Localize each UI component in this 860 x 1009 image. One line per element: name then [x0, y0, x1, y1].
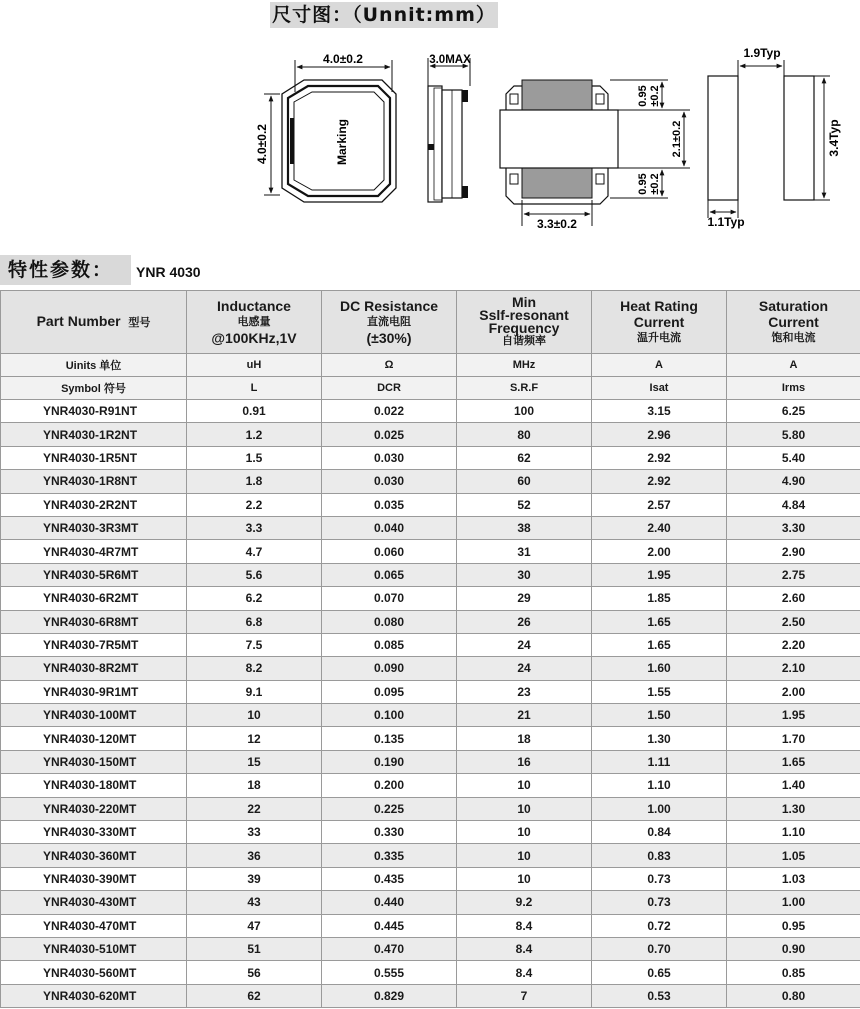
dc-resistance-cell: 0.470	[322, 937, 457, 960]
header-inductance: Inductance 电感量 @100KHz,1V	[187, 291, 322, 354]
table-row	[1, 867, 860, 890]
pad-spacing-dim: 3.3±0.2	[537, 217, 577, 231]
dc-resistance-cell: 0.030	[322, 470, 457, 493]
inductance-cell: 5.6	[187, 563, 322, 586]
heat-current-cell: 0.73	[592, 891, 727, 914]
inductance-cell: 22	[187, 797, 322, 820]
part-number-cell: YNR4030-6R8MT	[1, 610, 187, 633]
table-row	[1, 750, 860, 773]
inductance-cell: 51	[187, 937, 322, 960]
inductance-cell: 12	[187, 727, 322, 750]
srf-cell: 23	[457, 680, 592, 703]
saturation-current-cell: 1.10	[727, 821, 860, 844]
srf-cell: 10	[457, 774, 592, 797]
dc-resistance-cell: 0.060	[322, 540, 457, 563]
bottom-view	[500, 80, 690, 231]
heat-current-cell: 3.15	[592, 400, 727, 423]
part-number-cell: YNR4030-R91NT	[1, 400, 187, 423]
table-row	[1, 680, 860, 703]
inductance-cell: 1.5	[187, 446, 322, 469]
land-pattern	[707, 46, 841, 229]
part-number-cell: YNR4030-560MT	[1, 961, 187, 984]
heat-current-cell: 1.10	[592, 774, 727, 797]
symbol-cell: DCR	[322, 377, 457, 400]
part-number-cell: YNR4030-8R2MT	[1, 657, 187, 680]
dc-resistance-cell: 0.095	[322, 680, 457, 703]
part-number-cell: YNR4030-360MT	[1, 844, 187, 867]
dc-resistance-cell: 0.135	[322, 727, 457, 750]
table-row	[1, 937, 860, 960]
saturation-current-cell: 1.40	[727, 774, 860, 797]
heat-current-cell: 2.40	[592, 516, 727, 539]
dimension-drawings	[0, 0, 860, 245]
table-row	[1, 587, 860, 610]
land-length-dim: 3.4Typ	[827, 119, 841, 157]
part-number-cell: YNR4030-470MT	[1, 914, 187, 937]
saturation-current-cell: 3.30	[727, 516, 860, 539]
saturation-current-cell: 1.70	[727, 727, 860, 750]
part-number-cell: YNR4030-180MT	[1, 774, 187, 797]
dc-resistance-cell: 0.035	[322, 493, 457, 516]
model-name: YNR 4030	[136, 264, 201, 280]
symbol-cell: Irms	[727, 377, 860, 400]
part-number-cell: YNR4030-430MT	[1, 891, 187, 914]
srf-cell: 7	[457, 984, 592, 1007]
inductance-cell: 62	[187, 984, 322, 1007]
spec-table	[0, 290, 860, 1008]
table-row	[1, 844, 860, 867]
part-number-cell: YNR4030-390MT	[1, 867, 187, 890]
dc-resistance-cell: 0.070	[322, 587, 457, 610]
part-number-cell: YNR4030-150MT	[1, 750, 187, 773]
saturation-current-cell: 1.65	[727, 750, 860, 773]
srf-cell: 29	[457, 587, 592, 610]
units-label: Uinits 单位	[1, 354, 187, 377]
inductance-cell: 1.2	[187, 423, 322, 446]
saturation-current-cell: 2.75	[727, 563, 860, 586]
heat-current-cell: 1.60	[592, 657, 727, 680]
dc-resistance-cell: 0.085	[322, 633, 457, 656]
saturation-current-cell: 1.00	[727, 891, 860, 914]
saturation-current-cell: 1.30	[727, 797, 860, 820]
marking-label: Marking	[335, 118, 349, 166]
heat-current-cell: 0.84	[592, 821, 727, 844]
part-number-cell: YNR4030-510MT	[1, 937, 187, 960]
dc-resistance-cell: 0.080	[322, 610, 457, 633]
saturation-current-cell: 4.84	[727, 493, 860, 516]
dc-resistance-cell: 0.440	[322, 891, 457, 914]
table-row	[1, 493, 860, 516]
table-row	[1, 633, 860, 656]
part-number-cell: YNR4030-6R2MT	[1, 587, 187, 610]
dc-resistance-cell: 0.065	[322, 563, 457, 586]
heat-current-cell: 2.92	[592, 446, 727, 469]
unit-cell: A	[727, 354, 860, 377]
srf-cell: 38	[457, 516, 592, 539]
dc-resistance-cell: 0.335	[322, 844, 457, 867]
srf-cell: 62	[457, 446, 592, 469]
header-part-number: Part Number 型号	[1, 291, 187, 354]
srf-cell: 10	[457, 797, 592, 820]
pad-b-tol: ±0.2	[649, 173, 661, 195]
dc-resistance-cell: 0.040	[322, 516, 457, 539]
heat-current-cell: 2.57	[592, 493, 727, 516]
part-number-cell: YNR4030-9R1MT	[1, 680, 187, 703]
inductance-cell: 1.8	[187, 470, 322, 493]
dc-resistance-cell: 0.030	[322, 446, 457, 469]
dc-resistance-cell: 0.100	[322, 704, 457, 727]
table-row	[1, 984, 860, 1007]
inductance-cell: 4.7	[187, 540, 322, 563]
srf-cell: 24	[457, 633, 592, 656]
heat-current-cell: 2.96	[592, 423, 727, 446]
header-saturation: Saturation Current 饱和电流	[727, 291, 860, 354]
dc-resistance-cell: 0.090	[322, 657, 457, 680]
table-row	[1, 914, 860, 937]
table-row	[1, 891, 860, 914]
part-number-cell: YNR4030-3R3MT	[1, 516, 187, 539]
part-number-cell: YNR4030-1R2NT	[1, 423, 187, 446]
inductance-cell: 36	[187, 844, 322, 867]
table-row	[1, 470, 860, 493]
table-row	[1, 704, 860, 727]
unit-cell: A	[592, 354, 727, 377]
table-body	[1, 400, 860, 1008]
saturation-current-cell: 2.90	[727, 540, 860, 563]
heat-current-cell: 1.65	[592, 633, 727, 656]
pad-b-dim: 0.95	[637, 173, 649, 195]
symbol-row	[1, 377, 860, 400]
inductance-cell: 2.2	[187, 493, 322, 516]
table-row	[1, 727, 860, 750]
srf-cell: 16	[457, 750, 592, 773]
inductance-cell: 3.3	[187, 516, 322, 539]
part-number-cell: YNR4030-330MT	[1, 821, 187, 844]
inductance-cell: 6.2	[187, 587, 322, 610]
srf-cell: 80	[457, 423, 592, 446]
saturation-current-cell: 5.80	[727, 423, 860, 446]
saturation-current-cell: 2.50	[727, 610, 860, 633]
srf-cell: 52	[457, 493, 592, 516]
inductance-cell: 10	[187, 704, 322, 727]
inductance-cell: 39	[187, 867, 322, 890]
srf-cell: 31	[457, 540, 592, 563]
srf-cell: 18	[457, 727, 592, 750]
heat-current-cell: 0.73	[592, 867, 727, 890]
inductance-cell: 33	[187, 821, 322, 844]
saturation-current-cell: 5.40	[727, 446, 860, 469]
srf-cell: 10	[457, 844, 592, 867]
heat-current-cell: 1.30	[592, 727, 727, 750]
srf-cell: 8.4	[457, 937, 592, 960]
symbol-cell: L	[187, 377, 322, 400]
srf-cell: 26	[457, 610, 592, 633]
dc-resistance-cell: 0.190	[322, 750, 457, 773]
table-row	[1, 610, 860, 633]
srf-cell: 60	[457, 470, 592, 493]
part-number-cell: YNR4030-4R7MT	[1, 540, 187, 563]
srf-cell: 24	[457, 657, 592, 680]
header-heat-rating: Heat Rating Current 温升电流	[592, 291, 727, 354]
heat-current-cell: 1.50	[592, 704, 727, 727]
table-row	[1, 563, 860, 586]
heat-current-cell: 1.55	[592, 680, 727, 703]
srf-cell: 10	[457, 867, 592, 890]
saturation-current-cell: 1.03	[727, 867, 860, 890]
saturation-current-cell: 4.90	[727, 470, 860, 493]
heat-current-cell: 2.00	[592, 540, 727, 563]
srf-cell: 30	[457, 563, 592, 586]
part-number-cell: YNR4030-120MT	[1, 727, 187, 750]
saturation-current-cell: 0.90	[727, 937, 860, 960]
heat-current-cell: 1.65	[592, 610, 727, 633]
width-dim: 4.0±0.2	[323, 52, 363, 66]
heat-current-cell: 0.65	[592, 961, 727, 984]
table-row	[1, 540, 860, 563]
part-number-cell: YNR4030-100MT	[1, 704, 187, 727]
pad-width-dim: 1.1Typ	[707, 215, 745, 229]
table-row	[1, 400, 860, 423]
srf-cell: 8.4	[457, 961, 592, 984]
inductance-cell: 43	[187, 891, 322, 914]
heat-current-cell: 0.72	[592, 914, 727, 937]
table-row	[1, 961, 860, 984]
inductance-cell: 8.2	[187, 657, 322, 680]
srf-cell: 8.4	[457, 914, 592, 937]
units-row	[1, 354, 860, 377]
table-row	[1, 821, 860, 844]
part-number-cell: YNR4030-1R8NT	[1, 470, 187, 493]
inductance-cell: 7.5	[187, 633, 322, 656]
saturation-current-cell: 0.80	[727, 984, 860, 1007]
heat-current-cell: 1.00	[592, 797, 727, 820]
heat-current-cell: 0.70	[592, 937, 727, 960]
top-view	[255, 52, 396, 202]
saturation-current-cell: 2.10	[727, 657, 860, 680]
table-row	[1, 657, 860, 680]
inductance-cell: 56	[187, 961, 322, 984]
height-dim: 4.0±0.2	[255, 124, 269, 164]
saturation-current-cell: 0.85	[727, 961, 860, 984]
table-row	[1, 797, 860, 820]
pad-a-tol: ±0.2	[649, 85, 661, 107]
section-title: 特性参数：	[0, 255, 131, 285]
saturation-current-cell: 2.00	[727, 680, 860, 703]
symbol-label: Symbol 符号	[1, 377, 187, 400]
inductance-cell: 9.1	[187, 680, 322, 703]
dc-resistance-cell: 0.330	[322, 821, 457, 844]
table-row	[1, 774, 860, 797]
inductance-cell: 15	[187, 750, 322, 773]
part-number-cell: YNR4030-620MT	[1, 984, 187, 1007]
header-srf: Min Sslf-resonant Frequency 自谐频率	[457, 291, 592, 354]
saturation-current-cell: 6.25	[727, 400, 860, 423]
srf-cell: 100	[457, 400, 592, 423]
srf-cell: 10	[457, 821, 592, 844]
saturation-current-cell: 0.95	[727, 914, 860, 937]
part-number-cell: YNR4030-5R6MT	[1, 563, 187, 586]
heat-current-cell: 0.83	[592, 844, 727, 867]
symbol-cell: Isat	[592, 377, 727, 400]
symbol-cell: S.R.F	[457, 377, 592, 400]
dimension-title: 尺寸图：（Unnit:mm）	[270, 2, 498, 28]
heat-current-cell: 1.11	[592, 750, 727, 773]
dc-resistance-cell: 0.225	[322, 797, 457, 820]
table-row	[1, 423, 860, 446]
heat-current-cell: 0.53	[592, 984, 727, 1007]
unit-cell: Ω	[322, 354, 457, 377]
saturation-current-cell: 2.20	[727, 633, 860, 656]
heat-current-cell: 1.95	[592, 563, 727, 586]
table-row	[1, 516, 860, 539]
dc-resistance-cell: 0.200	[322, 774, 457, 797]
pad-a-dim: 0.95	[637, 85, 649, 107]
part-number-cell: YNR4030-7R5MT	[1, 633, 187, 656]
gap-dim: 1.9Typ	[743, 46, 781, 60]
dc-resistance-cell: 0.435	[322, 867, 457, 890]
part-number-cell: YNR4030-1R5NT	[1, 446, 187, 469]
inductance-cell: 0.91	[187, 400, 322, 423]
inductance-cell: 6.8	[187, 610, 322, 633]
saturation-current-cell: 1.95	[727, 704, 860, 727]
srf-cell: 9.2	[457, 891, 592, 914]
dc-resistance-cell: 0.555	[322, 961, 457, 984]
heat-current-cell: 2.92	[592, 470, 727, 493]
table-header-row	[1, 291, 860, 354]
dc-resistance-cell: 0.445	[322, 914, 457, 937]
side-view	[428, 54, 471, 202]
part-number-cell: YNR4030-220MT	[1, 797, 187, 820]
thickness-dim: 3.0MAX	[429, 54, 471, 66]
heat-current-cell: 1.85	[592, 587, 727, 610]
dc-resistance-cell: 0.022	[322, 400, 457, 423]
table-row	[1, 446, 860, 469]
part-number-cell: YNR4030-2R2NT	[1, 493, 187, 516]
saturation-current-cell: 1.05	[727, 844, 860, 867]
inductance-cell: 18	[187, 774, 322, 797]
header-dc-resistance: DC Resistance 直流电阻 (±30%)	[322, 291, 457, 354]
saturation-current-cell: 2.60	[727, 587, 860, 610]
unit-cell: MHz	[457, 354, 592, 377]
inductance-cell: 47	[187, 914, 322, 937]
dc-resistance-cell: 0.025	[322, 423, 457, 446]
center-dim: 2.1±0.2	[671, 120, 683, 158]
srf-cell: 21	[457, 704, 592, 727]
unit-cell: uH	[187, 354, 322, 377]
dc-resistance-cell: 0.829	[322, 984, 457, 1007]
